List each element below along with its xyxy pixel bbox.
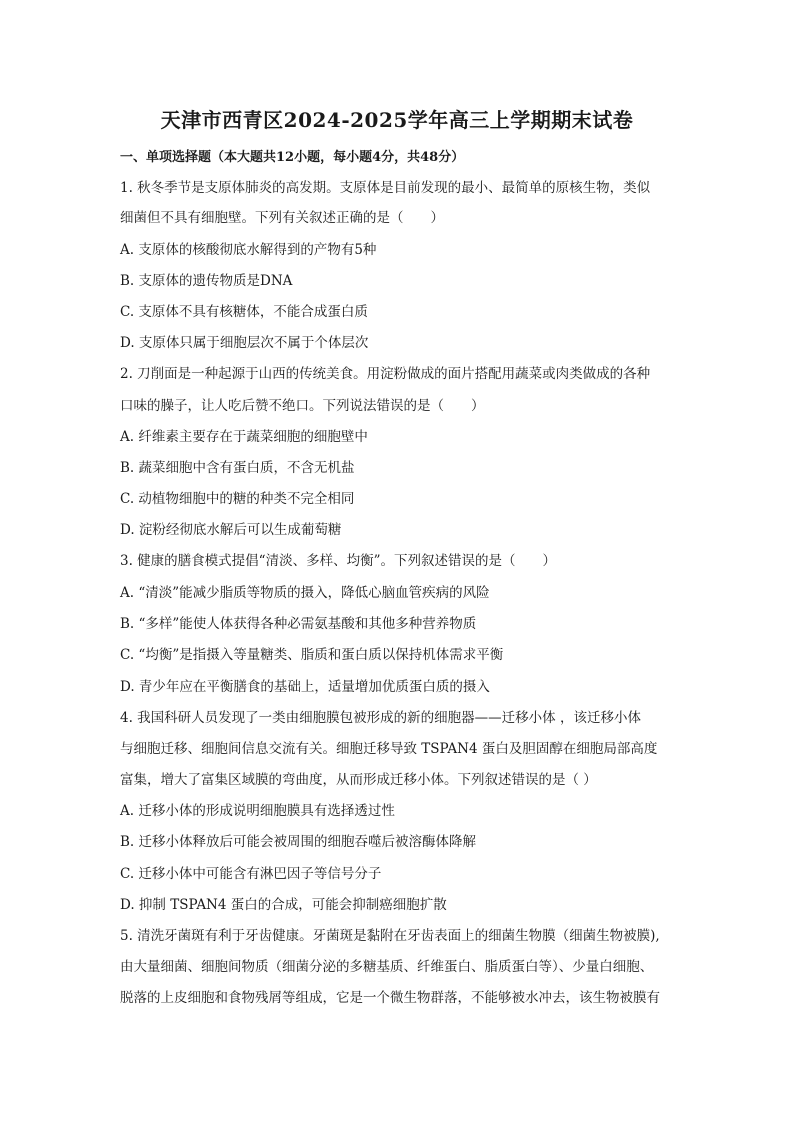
question-5-stem-line-3: 脱落的上皮细胞和食物残屑等组成，它是一个微生物群落，不能够被水冲去，该生物被膜有 [120, 990, 660, 1006]
question-5-stem-line-2: 由大量细菌、细胞间物质（细菌分泌的多糖基质、纤维蛋白、脂质蛋白等）、少量白细胞、 [120, 959, 654, 975]
question-2-option-d: D. 淀粉经彻底水解后可以生成葡萄糖 [120, 522, 342, 538]
question-2-option-c: C. 动植物细胞中的糖的种类不完全相同 [120, 491, 355, 507]
question-2-stem-line-2: 口味的臊子，让人吃后赞不绝口。下列说法错误的是（ ） [120, 398, 485, 414]
question-4-option-c: C. 迁移小体中可能含有淋巴因子等信号分子 [120, 866, 382, 882]
question-4-option-b: B. 迁移小体释放后可能会被周围的细胞吞噬后被溶酶体降解 [120, 834, 477, 850]
question-1-option-a: A. 支原体的核酸彻底水解得到的产物有5种 [120, 242, 377, 258]
question-1-option-b: B. 支原体的遗传物质是DNA [120, 273, 293, 289]
question-2-option-a: A. 纤维素主要存在于蔬菜细胞的细胞壁中 [120, 429, 368, 445]
question-4-option-a: A. 迁移小体的形成说明细胞膜具有选择透过性 [120, 803, 395, 819]
question-1-stem-line-1: 1. 秋冬季节是支原体肺炎的高发期。支原体是目前发现的最小、最简单的原核生物，类似 [120, 180, 651, 196]
question-3-stem-line-1: 3. 健康的膳食模式提倡“清淡、多样、均衡”。下列叙述错误的是（ ） [120, 553, 556, 569]
question-5-stem-line-1: 5. 清洗牙菌斑有利于牙齿健康。牙菌斑是黏附在牙齿表面上的细菌生物膜（细菌生物被膜), [120, 928, 660, 944]
question-2-stem-line-1: 2. 刀削面是一种起源于山西的传统美食。用淀粉做成的面片搭配用蔬菜或肉类做成的各种 [120, 366, 651, 382]
question-3-option-b: B. “多样”能使人体获得各种必需氨基酸和其他多种营养物质 [120, 616, 477, 632]
question-1-option-c: C. 支原体不具有核糖体，不能合成蛋白质 [120, 304, 368, 320]
question-1-option-d: D. 支原体只属于细胞层次不属于个体层次 [120, 335, 369, 351]
question-3-option-a: A. “清淡”能减少脂质等物质的摄入，降低心脑血管疾病的风险 [120, 585, 490, 601]
question-4-stem-line-1: 4. 我国科研人员发现了一类由细胞膜包被形成的新的细胞器——迁移小体 ，该迁移小体 [120, 710, 641, 726]
exam-title: 天津市西青区2024-2025学年高三上学期期末试卷 [160, 108, 634, 132]
question-2-option-b: B. 蔬菜细胞中含有蛋白质，不含无机盐 [120, 460, 355, 476]
question-4-stem-line-3: 富集，增大了富集区域膜的弯曲度，从而形成迁移小体。下列叙述错误的是（ ） [120, 772, 597, 788]
question-4-stem-line-2: 与细胞迁移、细胞间信息交流有关。细胞迁移导致 TSPAN4 蛋白及胆固醇在细胞局部高度 [120, 741, 658, 757]
section-heading: 一、单项选择题（本大题共12小题，每小题4分，共48分） [120, 150, 465, 165]
question-3-option-c: C. “均衡”是指摄入等量糖类、脂质和蛋白质以保持机体需求平衡 [120, 647, 504, 663]
question-4-option-d: D. 抑制 TSPAN4 蛋白的合成，可能会抑制癌细胞扩散 [120, 897, 447, 913]
question-1-stem-line-2: 细菌但不具有细胞壁。下列有关叙述正确的是（ ） [120, 210, 444, 226]
question-3-option-d: D. 青少年应在平衡膳食的基础上，适量增加优质蛋白质的摄入 [120, 679, 490, 695]
